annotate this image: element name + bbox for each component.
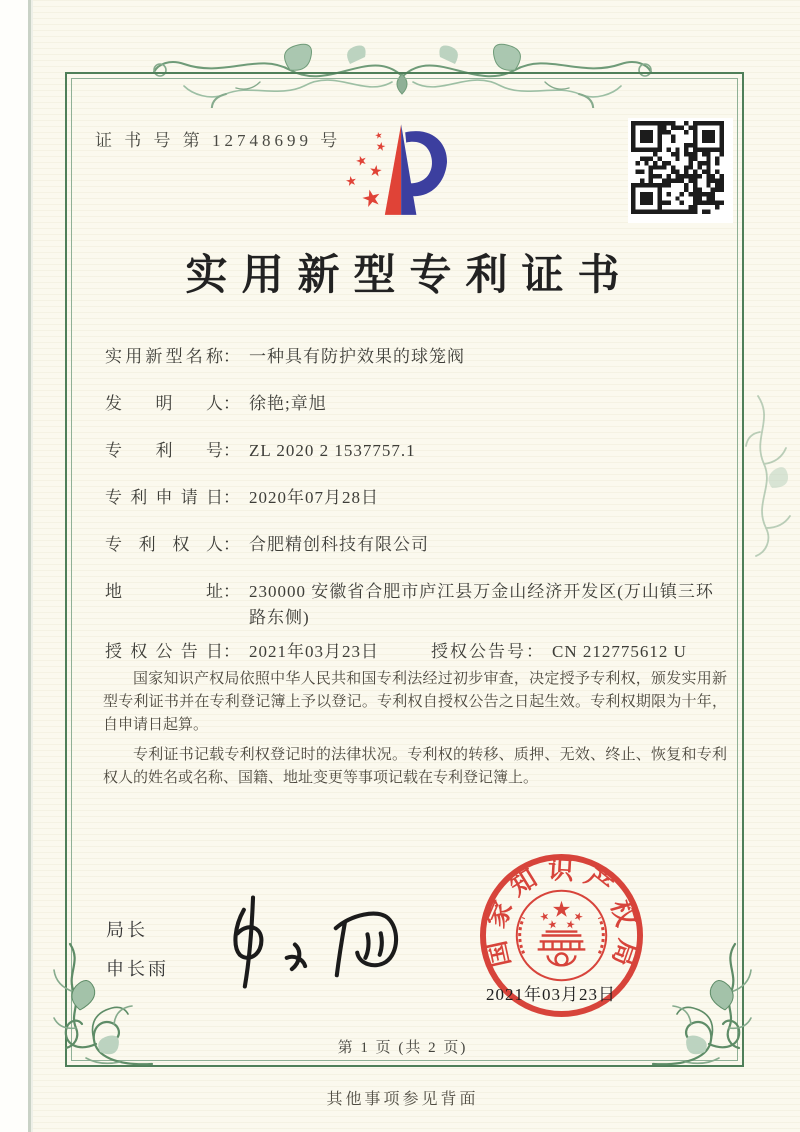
field-colon: ： [223, 488, 240, 507]
page-edge-line [28, 0, 31, 1132]
field-colon: ： [223, 535, 240, 554]
field-colon: ： [223, 441, 240, 460]
legal-paragraph-2: 专利证书记载专利权登记时的法律状况。专利权的转移、质押、无效、终止、恢复和专利权人的姓名或名称、国籍、地址变更等事项记载在专利登记簿上。 [103, 747, 727, 786]
legal-paragraphs [103, 668, 727, 797]
field-label: 发明人 [105, 394, 223, 413]
field-value: 一种具有防护效果的球笼阀 [249, 347, 465, 366]
field-value: 230000 安徽省合肥市庐江县万金山经济开发区(万山镇三环路东侧) [249, 582, 714, 627]
field-colon: ： [526, 642, 543, 661]
certificate-title: 实用新型专利证书 [185, 253, 634, 299]
field-label: 专利申请日 [105, 488, 223, 507]
field-colon: ： [223, 347, 240, 366]
field-label: 地址 [105, 582, 223, 601]
field-value: 合肥精创科技有限公司 [249, 535, 429, 554]
field-row-filing-date [105, 485, 727, 511]
field-colon: ： [223, 394, 240, 413]
cnipa-logo-icon [338, 116, 450, 218]
field-row-name [105, 344, 727, 370]
qr-code-icon [628, 118, 733, 223]
field-row-patent-no [105, 438, 727, 464]
grant-row [105, 639, 727, 665]
field-row-patentee [105, 532, 727, 558]
svg-text:国家知识产权局 [480, 855, 643, 978]
field-list [105, 344, 727, 665]
field-row-inventor [105, 391, 727, 417]
grant-no-value: CN 212775612 U [552, 642, 687, 661]
field-colon: ： [223, 582, 240, 601]
field-label: 实用新型名称 [105, 347, 223, 366]
certificate-number: 证 书 号 第 12748699 号 [95, 131, 342, 150]
field-label: 专利权人 [105, 535, 223, 554]
field-colon: ： [223, 642, 240, 661]
field-label: 专利号 [105, 441, 223, 460]
director-name: 申长雨 [106, 959, 169, 979]
grant-date-value: 2021年03月23日 [249, 642, 379, 661]
grant-number-group [431, 639, 687, 665]
back-note: 其他事项参见背面 [326, 1091, 479, 1108]
seal-date: 2021年03月23日 [486, 985, 616, 1004]
field-value: ZL 2020 2 1537757.1 [249, 441, 416, 460]
field-row-address [105, 579, 727, 631]
legal-paragraph-1: 国家知识产权局依照中华人民共和国专利法经过初步审查，决定授予专利权，颁发实用新型专利证书并在专利登记簿上予以登记。专利权自授权公告之日起生效。专利权期限为十年，自申请日起算。 [103, 671, 727, 733]
grant-date-label: 授权公告日 [105, 642, 223, 661]
field-value: 2020年07月28日 [249, 488, 379, 507]
page-number: 第 1 页 (共 2 页) [337, 1040, 468, 1056]
signer-block [106, 916, 169, 994]
seal-text: 国家知识产权局 [479, 855, 643, 979]
grant-no-label: 授权公告号 [431, 642, 526, 661]
director-title: 局长 [106, 920, 148, 940]
handwritten-signature-icon [205, 892, 440, 992]
field-value: 徐艳;章旭 [249, 394, 327, 413]
